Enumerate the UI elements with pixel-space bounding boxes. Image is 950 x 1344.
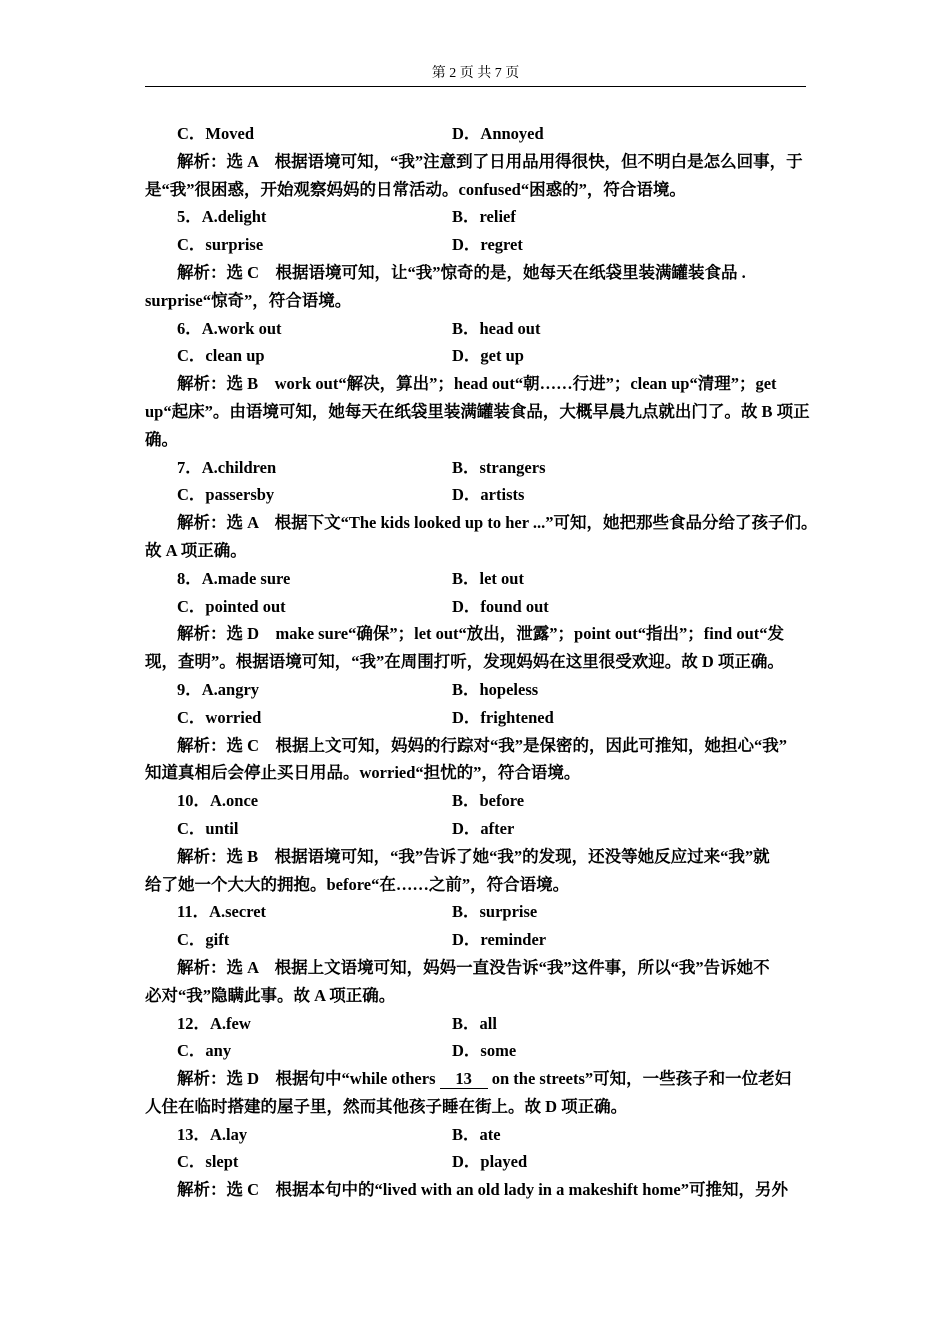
option-left: C．pointed out — [177, 596, 286, 616]
option-right: B．hopeless — [452, 679, 539, 699]
explanation-continuation: up“起床”。由语境可知，她每天在纸袋里装满罐装食品，大概早晨九点就出门了。故 B 项正 — [145, 401, 810, 421]
option-row — [145, 704, 807, 732]
option-row — [145, 342, 807, 370]
option-row — [145, 1037, 807, 1065]
option-left: C．any — [177, 1041, 232, 1061]
option-row — [145, 481, 807, 509]
option-right: D．frightened — [452, 707, 554, 727]
option-right: B．strangers — [452, 457, 546, 477]
option-right: D．artists — [452, 485, 525, 505]
option-row — [145, 1010, 807, 1038]
explanation-text: 选 A 根据下文“The kids looked up to her ...”可知，她把那些食品分给了孩子们。 — [226, 513, 818, 533]
explanation-line — [145, 1065, 807, 1093]
explanation-text: 选 C 根据上文可知，妈妈的行踪对“我”是保密的，因此可推知，她担心“我” — [226, 735, 788, 755]
explanation-label: 解析： — [177, 374, 227, 394]
explanation-text: 选 B 根据语境可知，“我”告诉了她“我”的发现，还没等她反应过来“我”就 — [226, 846, 770, 866]
option-row — [145, 120, 807, 148]
explanation-continuation: surprise“惊奇”，符合语境。 — [145, 290, 352, 310]
option-row — [145, 315, 807, 343]
option-row — [145, 926, 807, 954]
explanation-line — [145, 620, 807, 648]
option-right: B．surprise — [452, 902, 538, 922]
option-row — [145, 1121, 807, 1149]
option-right: B．all — [452, 1013, 497, 1033]
option-row — [145, 898, 807, 926]
option-row — [145, 815, 807, 843]
explanation-text: 选 D make sure“确保”；let out“放出，泄露”；point out“指出”；find out“发 — [226, 624, 785, 644]
explanation-label: 解析： — [177, 151, 227, 171]
option-left: C．passersby — [177, 485, 275, 505]
option-right: B．ate — [452, 1124, 501, 1144]
explanation-text: 选 A 根据语境可知，“我”注意到了日用品用得很快，但不明白是怎么回事，于 — [226, 151, 803, 171]
explanation-text: on the streets”可知，一些孩子和一位老妇 — [487, 1069, 792, 1089]
option-left: 11．A.secret — [177, 902, 267, 922]
option-right: D．get up — [452, 346, 524, 366]
option-right: D．found out — [452, 596, 549, 616]
explanation-continuation: 确。 — [145, 429, 178, 449]
explanation-line — [145, 370, 807, 398]
explanation-line — [145, 148, 807, 176]
document-body — [145, 120, 818, 1204]
explanation-label: 解析： — [177, 513, 227, 533]
option-left: C．clean up — [177, 346, 265, 366]
option-left: 5．A.delight — [177, 207, 267, 227]
option-left: C．gift — [177, 930, 230, 950]
option-left: C．slept — [177, 1152, 239, 1172]
explanation-label: 解析： — [177, 1180, 227, 1200]
option-left: 12．A.few — [177, 1013, 251, 1033]
explanation-text: 选 C 根据本句中的“lived with an old lady in a makeshift home”可推知，另外 — [226, 1180, 788, 1200]
option-right: D．some — [452, 1041, 517, 1061]
explanation-text: 选 B work out“解决，算出”；head out“朝……行进”；clean up“清理”；get — [226, 374, 777, 394]
explanation-continuation: 知道真相后会停止买日用品。worried“担忧的”，符合语境。 — [145, 763, 581, 783]
explanation-continuation: 故 A 项正确。 — [145, 540, 247, 560]
option-right: B．head out — [452, 318, 541, 338]
explanation-line — [145, 509, 818, 537]
option-right: D．after — [452, 818, 515, 838]
explanation-continuation: 人住在临时搭建的屋子里，然而其他孩子睡在街上。故 D 项正确。 — [145, 1096, 628, 1116]
option-right: D．reminder — [452, 930, 547, 950]
explanation-label: 解析： — [177, 1069, 227, 1089]
option-row — [145, 231, 807, 259]
explanation-label: 解析： — [177, 846, 227, 866]
explanation-line — [145, 954, 807, 982]
explanation-label: 解析： — [177, 957, 227, 977]
option-right: B．let out — [452, 568, 524, 588]
option-right: B．before — [452, 791, 525, 811]
option-left: C．Moved — [177, 124, 254, 143]
explanation-line — [145, 843, 807, 871]
explanation-text: 选 A 根据上文语境可知，妈妈一直没告诉“我”这件事，所以“我”告诉她不 — [226, 957, 770, 977]
option-row — [145, 787, 807, 815]
option-row — [145, 454, 807, 482]
option-left: C．surprise — [177, 235, 264, 255]
option-row — [145, 203, 807, 231]
option-left: 10．A.once — [177, 791, 259, 811]
option-row — [145, 1148, 807, 1176]
explanation-label: 解析： — [177, 262, 227, 282]
option-right: D．Annoyed — [452, 124, 544, 143]
explanation-continuation: 必对“我”隐瞒此事。故 A 项正确。 — [145, 985, 396, 1005]
option-row — [145, 593, 807, 621]
explanation-text: 选 D 根据句中“while others — [226, 1069, 440, 1089]
explanation-continuation: 现，查明”。根据语境可知，“我”在周围打听，发现妈妈在这里很受欢迎。故 D 项正确。 — [145, 652, 784, 672]
option-row — [145, 676, 807, 704]
option-left: C．worried — [177, 707, 262, 727]
explanation-continuation: 给了她一个大大的拥抱。before“在……之前”，符合语境。 — [145, 874, 570, 894]
explanation-line — [145, 1176, 807, 1204]
option-right: B．relief — [452, 207, 516, 227]
explanation-line — [145, 259, 807, 287]
explanation-label: 解析： — [177, 735, 227, 755]
option-left: 9．A.angry — [177, 679, 260, 699]
option-left: 6．A.work out — [177, 318, 282, 338]
option-left: 7．A.children — [177, 457, 277, 477]
option-left: C．until — [177, 818, 239, 838]
option-right: D．played — [452, 1152, 528, 1172]
option-left: 8．A.made sure — [177, 568, 291, 588]
page-number: 第 2 页 共 7 页 — [431, 66, 520, 81]
explanation-text: 选 C 根据语境可知，让“我”惊奇的是，她每天在纸袋里装满罐装食品 . — [226, 262, 746, 282]
explanation-label: 解析： — [177, 624, 227, 644]
blank-number: 13 — [440, 1070, 488, 1089]
option-row — [145, 565, 807, 593]
explanation-continuation: 是“我”很困惑，开始观察妈妈的日常活动。confused“困惑的”，符合语境。 — [145, 179, 686, 199]
option-right: D．regret — [452, 235, 523, 255]
explanation-line — [145, 732, 807, 760]
option-left: 13．A.lay — [177, 1124, 248, 1144]
page-header — [145, 64, 806, 87]
